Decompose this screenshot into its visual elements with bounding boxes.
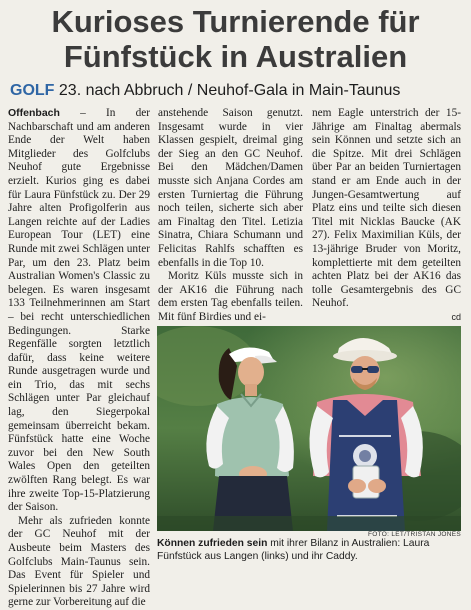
author-initials: cd <box>451 311 461 322</box>
paragraph: nem Eagle unterstrich der 15-Jährige am Finaltag abermals sein Können und setzte sich an die Spitze. Mit drei Schlägen über Par an beiden Turniertagen stand er am Ende auch in der Jungen-Gesamtwertung auf Platz eins und teilte sich diesen Titel mit Nicklas Baucke (AK 27). Felix Maximilian Küls, der 13-jährige Bruder von Moritz, komplettierte mit dem geteilten achten Platz bei der AK16 das tolle Gesamtergebnis des GC Neuhof. <box>312 107 461 310</box>
article-photo <box>157 326 461 531</box>
subheadline-text: 23. nach Abbruch / Neuhof-Gala in Main-Taunus <box>58 82 401 99</box>
headline-line-1: Kurioses Turnierende für <box>51 4 420 39</box>
photo-credit: FOTO: LET/TRISTAN JONES <box>368 531 461 538</box>
subheadline <box>10 81 470 101</box>
paragraph: anstehende Saison genutzt. Insgesamt wurde in vier Klassen gespielt, dreimal ging der Sieg an den GC Neuhof. Bei den Mädchen/Damen musste sich Anjana Cordes am ersten Turniertag die Führung noch teilen, sicherte sich aber am Finaltag den Titel. Letizia Sinatra, Chiara Schumann und Felicitas Rahlfs schafften es ebenfalls in die Top 10. <box>158 107 303 269</box>
article-column-3 <box>312 107 461 325</box>
headline <box>0 4 471 74</box>
photo-golfer-and-caddy <box>157 326 461 531</box>
caption-text: mit ihrer Bilanz in Australien: Laura Fünfstück aus Langen (links) und ihr Caddy. <box>157 538 430 562</box>
paragraph: Mehr als zufrieden konnte der GC Neuhof mit der Ausbeute beim Masters des Golfclubs Main-Taunus sein. Das Event für Spieler und Spielerinnen bis 27 Jahre wird gerne zur Vorbereitung auf die <box>8 514 150 609</box>
dateline: Offenbach <box>8 107 60 119</box>
article-column-2 <box>158 107 303 325</box>
paragraph <box>8 107 150 515</box>
headline-line-2: Fünfstück in Australien <box>63 39 408 74</box>
paragraph-text: – In der Nachbarschaft und am anderen Ende der Welt haben Mitglieder des Golfclubs Neuhof gute Ergebnisse erzielt. Kurios ging es dabei für Laura Fünfstück zu. Der 29 Jahre alten Profigolferin aus Langen reichte auf der Ladies European Tour (LET) eine Runde mit zwei Schlägen unter Par, um den 23. Platz beim Australian Women's Classic zu belegen. Es waren insgesamt 133 Teilnehmerinnen am Start – bei recht unterschiedlichen Bedingungen. Starke Regenfälle sorgten letztlich dafür, dass keine weitere Runde ausgetragen wurde und ein Trio, das mit sechs Schlägen unter Par gleichauf lag, den Siegerpokal gemeinsam überreicht bekam. Fünfstück hatte eine Woche zuvor bei den New South Wales Open den geteilten zwölften Rang belegt. Es war ihre zweite Top-15-Platzierung der Saison. <box>8 107 150 514</box>
section-rubric: GOLF <box>10 82 55 99</box>
paragraph: Moritz Küls musste sich in der AK16 die Führung nach dem ersten Tag ebenfalls teilen. Mit fünf Birdies und ei- <box>158 270 303 323</box>
article-column-1 <box>8 107 150 610</box>
photo-caption <box>157 538 461 563</box>
caption-lead: Können zufrieden sein <box>157 538 268 549</box>
